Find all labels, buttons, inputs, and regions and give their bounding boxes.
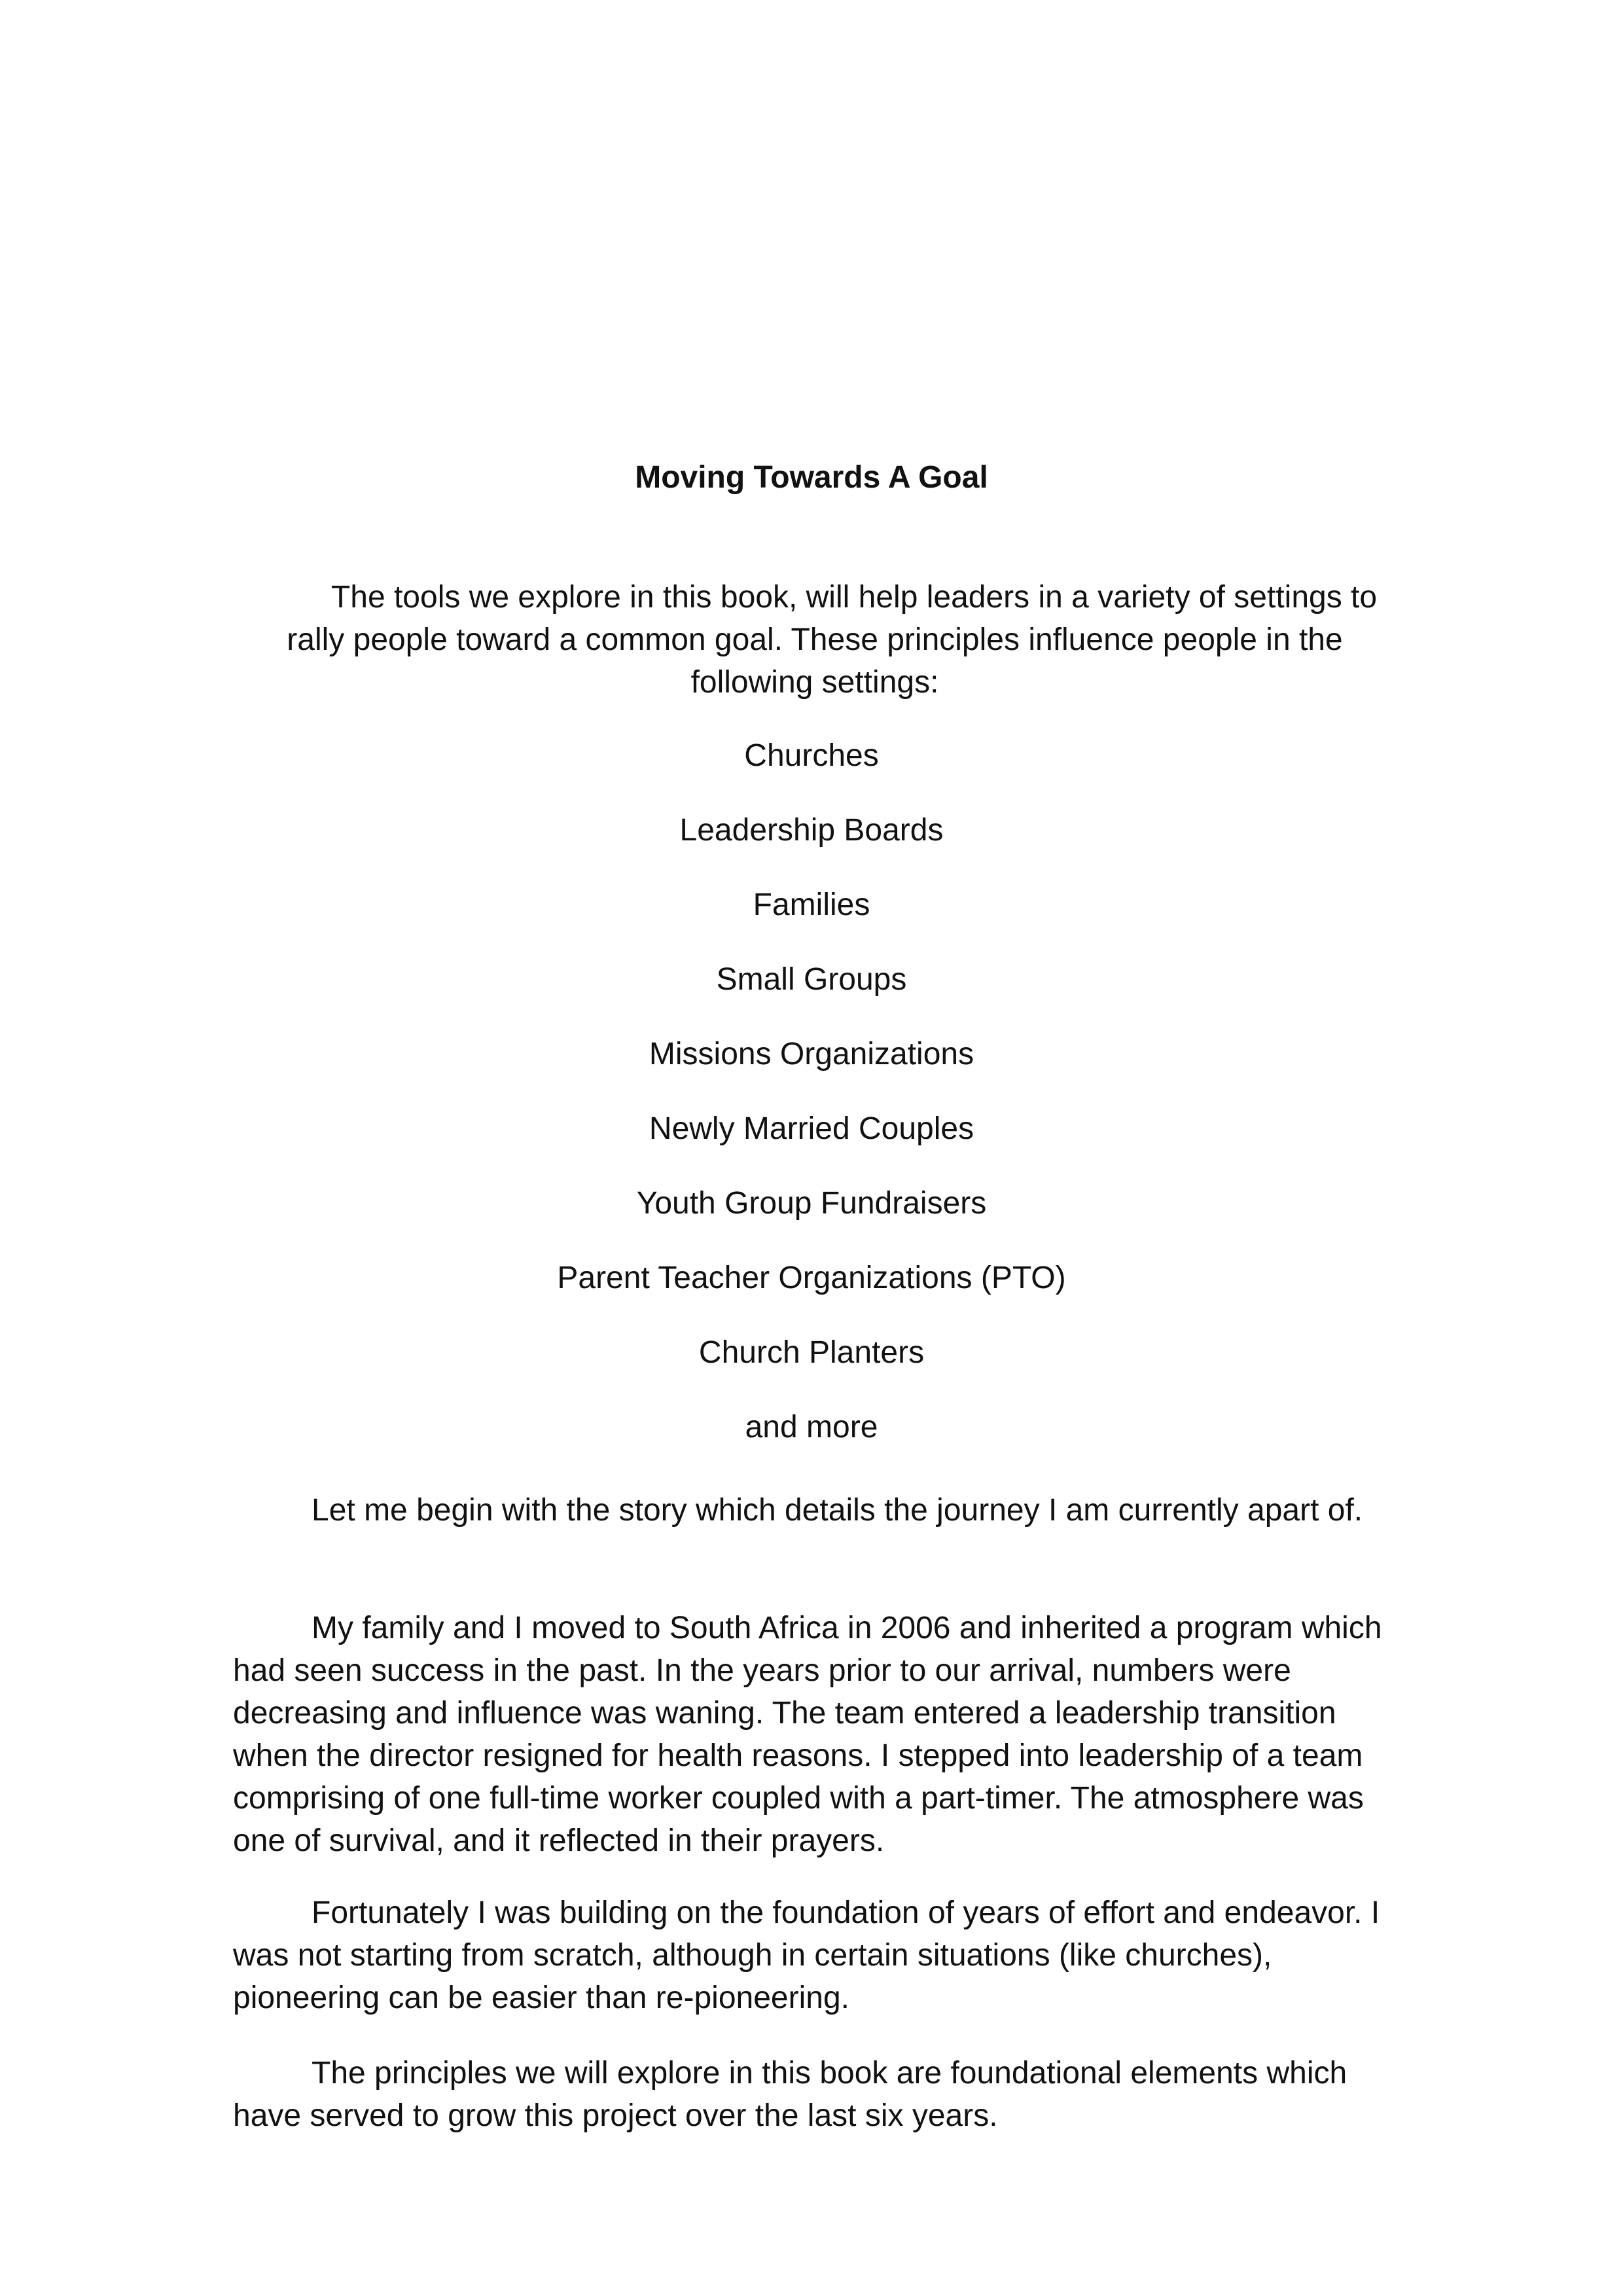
settings-list [0, 736, 1623, 1482]
body-paragraph: Fortunately I was building on the foundation of years of effort and endeavor. I was not starting from scratch, although in certain situations (like churches), pioneering can be easier than re-pioneering. [233, 1895, 1380, 2015]
page-title: Moving Towards A Goal [635, 460, 988, 495]
list-item: Families [753, 888, 870, 922]
list-item: Missions Organizations [649, 1037, 974, 1071]
list-item: Churches [744, 738, 879, 773]
body-paragraph: My family and I moved to South Africa in 2006 and inherited a program which had seen success in the past. In the years prior to our arrival, numbers were decreasing and influence was waning. The team entered a leadership transition when the director resigned for health reasons. I stepped into leadership of a team comprising of one full-time worker coupled with a part-timer. The atmosphere was one of survival, and it reflected in their prayers. [233, 1611, 1382, 1858]
list-item: Leadership Boards [679, 813, 944, 848]
list-item: Small Groups [716, 962, 907, 997]
intro-paragraph [223, 576, 1407, 704]
intro-text: The tools we explore in this book, will help leaders in a variety of settings to rally people toward a common goal. These principles influence people in the following settings: [287, 580, 1378, 700]
body-paragraph: Let me begin with the story which details the journey I am currently apart of. [312, 1493, 1363, 1528]
body-paragraph: The principles we will explore in this book are foundational elements which have served to grow this project over the last six years. [233, 2056, 1347, 2133]
list-item: Parent Teacher Organizations (PTO) [557, 1261, 1066, 1295]
list-item: and more [745, 1410, 878, 1444]
list-item: Newly Married Couples [649, 1111, 974, 1146]
list-item: Church Planters [698, 1335, 925, 1370]
list-item: Youth Group Fundraisers [636, 1186, 987, 1221]
